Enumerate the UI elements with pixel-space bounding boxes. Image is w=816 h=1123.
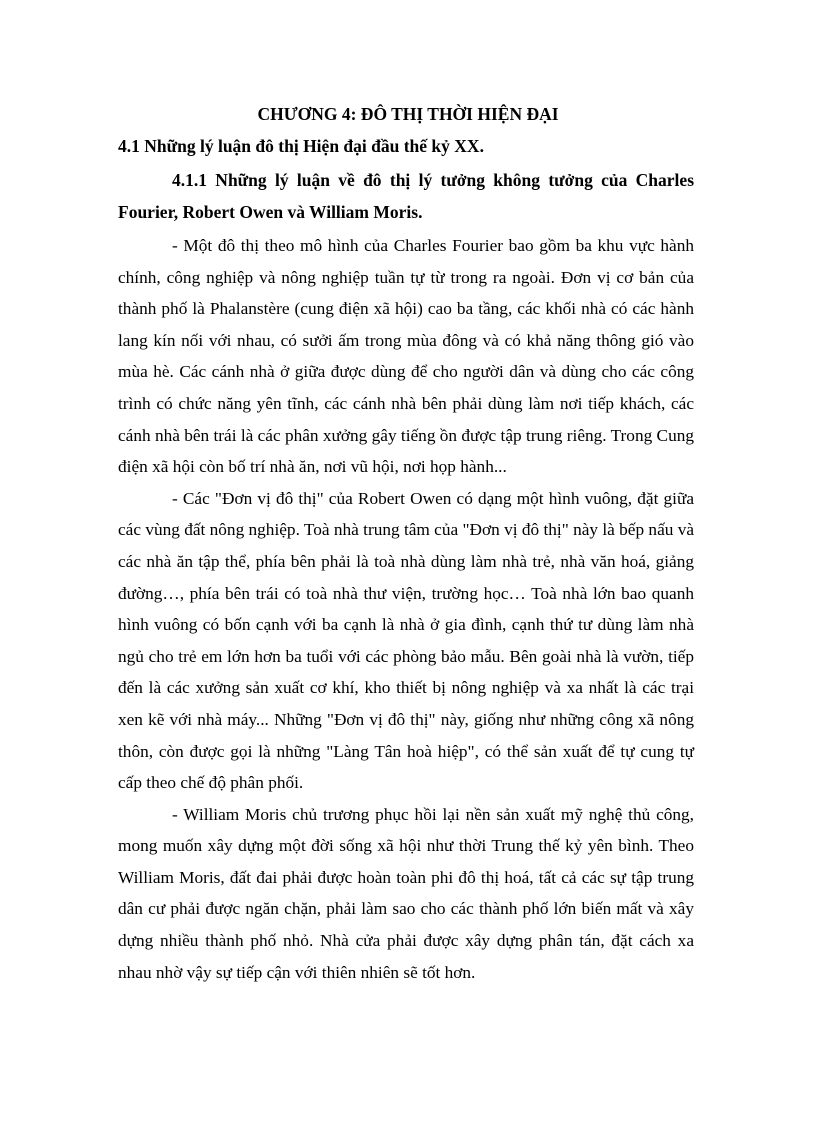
section-heading: 4.1 Những lý luận đô thị Hiện đại đầu thế kỷ XX.	[118, 136, 484, 156]
subsection-heading: 4.1.1 Những lý luận về đô thị lý tưởng không tưởng của Charles Fourier, Robert Owen và William Moris.	[118, 170, 694, 222]
paragraph-fourier: - Một đô thị theo mô hình của Charles Fourier bao gồm ba khu vực hành chính, công nghiệp và nông nghiệp tuần tự từ trong ra ngoài. Đơn vị cơ bản của thành phố là Phalanstère (cung điện xã hội) cao ba tầng, các khối nhà có các hành lang kín nối với nhau, có sưởi ấm trong mùa đông và có khả năng thông gió vào mùa hè. Các cánh nhà ở giữa được dùng để cho người dân và dùng cho các công trình có chức năng yên tĩnh, các cánh nhà bên phải dùng làm nơi tiếp khách, các cánh nhà bên trái là các phân xưởng gây tiếng ồn được tập trung riêng. Trong Cung điện xã hội còn bố trí nhà ăn, nơi vũ hội, nơi họp hành...	[118, 236, 694, 477]
chapter-title: CHƯƠNG 4: ĐÔ THỊ THỜI HIỆN ĐẠI	[257, 104, 559, 124]
body-text	[118, 230, 694, 988]
paragraph-owen: - Các "Đơn vị đô thị" của Robert Owen có dạng một hình vuông, đặt giữa các vùng đất nông nghiệp. Toà nhà trung tâm của "Đơn vị đô thị" này là bếp nấu và các nhà ăn tập thể, phía bên phải là toà nhà dùng làm nhà trẻ, nhà văn hoá, giảng đường…, phía bên trái có toà nhà thư viện, trường học… Toà nhà lớn bao quanh hình vuông có bốn cạnh với ba cạnh là nhà ở gia đình, cạnh thứ tư dùng làm nhà ngủ cho trẻ em lớn hơn ba tuổi với các phòng bảo mẫu. Bên goài nhà là vườn, tiếp đến là các xưởng sản xuất cơ khí, kho thiết bị nông nghiệp và xa nhất là các trại xen kẽ với nhà máy... Những "Đơn vị đô thị" này, giống như những công xã nông thôn, còn được gọi là những "Làng Tân hoà hiệp", có thể sản xuất để tự cung tự cấp theo chế độ phân phối.	[118, 488, 695, 793]
paragraph-moris: - William Moris chủ trương phục hồi lại nền sản xuất mỹ nghệ thủ công, mong muốn xây dựng một đời sống xã hội như thời Trung thế kỷ yên bình. Theo William Moris, đất đai phải được hoàn toàn phi đô thị hoá, tất cả các sự tập trung dân cư phải được ngăn chặn, phải làm sao cho các thành phố lớn biến mất và xây dựng nhiều thành phố nhỏ. Nhà cửa phải được xây dựng phân tán, đặt cách xa nhau nhờ vậy sự tiếp cận với thiên nhiên sẽ tốt hơn.	[118, 804, 694, 982]
